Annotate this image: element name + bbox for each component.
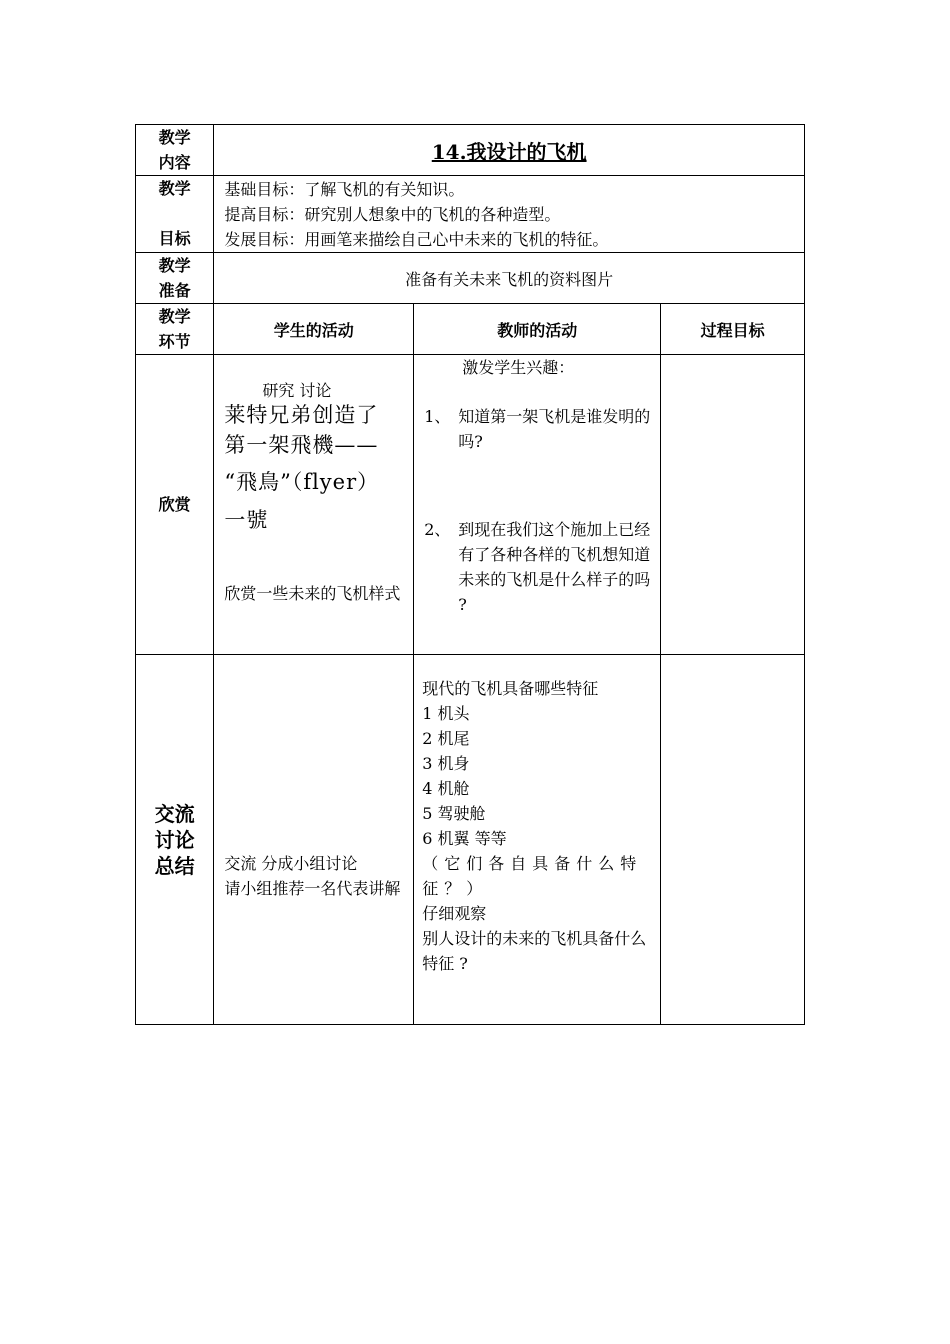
- story-line-2: 第一架飛機——: [224, 433, 379, 457]
- discuss-goal-cell: [661, 655, 805, 1025]
- story-line-1: 莱特兄弟创造了: [224, 403, 379, 427]
- appreciate-student-cell: [214, 355, 414, 655]
- header-process-goal: 过程目标: [661, 304, 805, 355]
- teacher-discuss-line: 5 驾驶舱: [422, 804, 486, 823]
- discuss-student-cell: [214, 655, 414, 1025]
- student-heading: 研究 讨论: [262, 381, 332, 400]
- row-discuss: [136, 655, 805, 1025]
- student-note: 欣赏一些未来的飞机样式: [224, 584, 401, 603]
- teacher-intro: 激发学生兴趣：: [462, 358, 575, 377]
- goals-text: [214, 176, 805, 253]
- discuss-teacher-cell: [414, 655, 661, 1025]
- label-discuss: 交流 讨论 总结: [136, 655, 214, 1025]
- row-content: [136, 125, 805, 176]
- teacher-question-2: 2、 到现在我们这个施加上已经有了各种各样的飞机想知道未来的飞机是什么样子的吗 ?: [424, 520, 651, 614]
- teacher-discuss-line: 4 机舱: [422, 779, 470, 798]
- label-appreciate: 欣赏: [136, 355, 214, 655]
- label-goals: 教学 目标: [136, 176, 214, 253]
- prep-text: 准备有关未来飞机的资料图片: [214, 253, 805, 304]
- lesson-plan-table: [135, 124, 805, 1025]
- label-phase: 教学 环节: [136, 304, 214, 355]
- row-appreciate: [136, 355, 805, 655]
- goal-develop: 发展目标：用画笔来描绘自己心中未来的飞机的特征。: [224, 230, 609, 249]
- teacher-discuss-line: 1 机头: [422, 704, 470, 723]
- teacher-question-1: 1、 知道第一架飞机是谁发明的吗?: [424, 407, 651, 451]
- lesson-title: 14.我设计的飞机: [214, 125, 805, 176]
- label-prep: 教学 准备: [136, 253, 214, 304]
- teacher-discuss-line: 6 机翼 等等: [422, 829, 507, 848]
- teacher-discuss-line: 别人设计的未来的飞机具备什么特征 ?: [422, 929, 647, 973]
- goal-basic: 基础目标：了解飞机的有关知识。: [224, 180, 465, 199]
- teacher-discuss-line: 现代的飞机具备哪些特征: [422, 679, 599, 698]
- story-line-4: 一號: [224, 508, 269, 532]
- header-teacher-activity: 教师的活动: [414, 304, 661, 355]
- label-content: 教学 内容: [136, 125, 214, 176]
- student-discuss-line-1: 交流 分成小组讨论: [224, 854, 358, 873]
- story-line-3: “飛鳥”（flyer）: [224, 470, 380, 494]
- teacher-discuss-line: 3 机身: [422, 754, 470, 773]
- teacher-discuss-line: 仔细观察: [422, 904, 487, 923]
- row-phase-header: [136, 304, 805, 355]
- appreciate-goal-cell: [661, 355, 805, 655]
- goal-advanced: 提高目标：研究别人想象中的飞机的各种造型。: [224, 205, 561, 224]
- teacher-discuss-line: 2 机尾: [422, 729, 470, 748]
- header-student-activity: 学生的活动: [214, 304, 414, 355]
- row-goals: [136, 176, 805, 253]
- student-discuss-line-2: 请小组推荐一名代表讲解: [224, 879, 401, 898]
- appreciate-teacher-cell: [414, 355, 661, 655]
- teacher-discuss-line: （它们各自具备什么特征？）: [422, 854, 643, 898]
- row-prep: [136, 253, 805, 304]
